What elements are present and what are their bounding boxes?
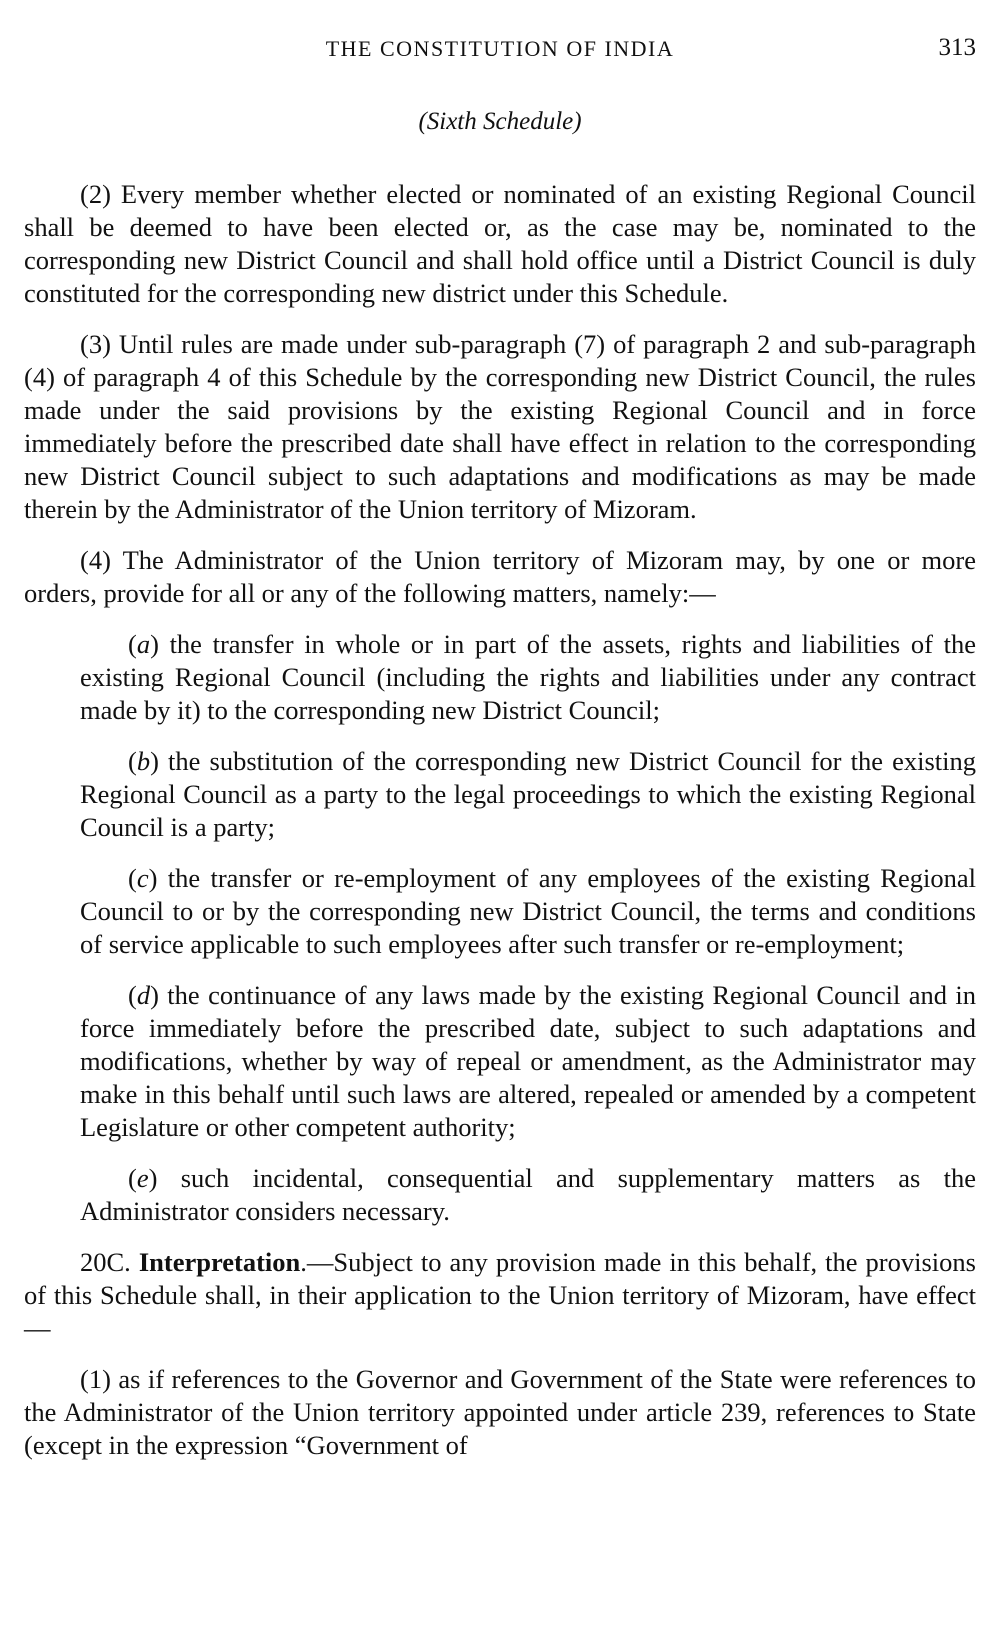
schedule-label: (Sixth Schedule) — [418, 108, 582, 135]
running-title: THE CONSTITUTION OF INDIA — [325, 36, 675, 61]
page-number: 313 — [938, 34, 976, 61]
clause-c: (c) the transfer or re-employment of any employees of the existing Regional Council to or by the corresponding new District Council, the terms and conditions of service applicable to such employees after such transfer or re-employment; — [80, 863, 976, 959]
clause-letter: b — [136, 746, 151, 776]
clause-text: the continuance of any laws made by the existing Regional Council and in force immediately before the prescribed date, subject to such adaptations and modifications, whether by way of repeal or amendment, as the Administrator may make in this behalf until such laws are altered, repealed or amended by a competent Legislature or other competent authority; — [80, 980, 976, 1142]
section-20c — [24, 1246, 976, 1345]
clause-text: such incidental, consequential and supplementary matters as the Administrator considers necessary. — [80, 1163, 976, 1226]
clause-text: the substitution of the corresponding new District Council for the existing Regional Council as a party to the legal proceedings to which the existing Regional Council is a party; — [80, 746, 976, 842]
clause-letter: e — [136, 1163, 149, 1193]
section-number: 20C. — [80, 1247, 139, 1277]
clause-d: (d) the continuance of any laws made by the existing Regional Council and in force immediately before the prescribed date, subject to such adaptations and modifications, whether by way of repeal or amendment, as the Administrator may make in this behalf until such laws are altered, repealed or amended by a competent Legislature or other competent authority; — [80, 980, 976, 1142]
clause-text: the transfer or re-employment of any employees of the existing Regional Council to or by the corresponding new District Council, the terms and conditions of service applicable to such employees after such transfer or re-employment; — [80, 863, 976, 959]
page-header — [24, 0, 976, 70]
paragraph-20c-1: (1) as if references to the Governor and Government of the State were references to the Administrator of the Union territory appointed under article 239, references to State (except in the expression “Government of — [24, 1364, 976, 1460]
clause-letter: a — [136, 629, 151, 659]
clause-text: the transfer in whole or in part of the assets, rights and liabilities of the existing Regional Council (including the rights and liabilities under any contract made by it) to the corresponding new District Council; — [80, 629, 976, 725]
clause-letter: d — [136, 980, 151, 1010]
clause-letter: c — [136, 863, 149, 893]
clause-a: (a) the transfer in whole or in part of the assets, rights and liabilities of the existing Regional Council (including the rights and liabilities under any contract made by it) to the corresponding new District Council; — [80, 629, 976, 725]
section-text: .—Subject to any provision made in this behalf, the provisions of this Schedule shall, in their application to the Union territory of Mizoram, have effect— — [24, 1247, 976, 1343]
paragraph-4: (4) The Administrator of the Union territory of Mizoram may, by one or more orders, provide for all or any of the following matters, namely:— — [24, 545, 976, 608]
paragraph-3: (3) Until rules are made under sub-paragraph (7) of paragraph 2 and sub-paragraph (4) of paragraph 4 of this Schedule by the corresponding new District Council, the rules made under the said provisions by the existing Regional Council and in force immediately before the prescribed date shall have effect in relation to the corresponding new District Council subject to such adaptations and modifications as may be made therein by the Administrator of the Union territory of Mizoram. — [24, 329, 976, 524]
clause-b: (b) the substitution of the corresponding new District Council for the existing Regional Council as a party to the legal proceedings to which the existing Regional Council is a party; — [80, 746, 976, 842]
paragraph-2: (2) Every member whether elected or nominated of an existing Regional Council shall be deemed to have been elected or, as the case may be, nominated to the corresponding new District Council and shall hold office until a District Council is duly constituted for the corresponding new district under this Schedule. — [24, 179, 976, 308]
clause-e: (e) such incidental, consequential and supplementary matters as the Administrator considers necessary. — [80, 1163, 976, 1226]
section-heading: Interpretation — [138, 1247, 301, 1277]
document-page — [24, 0, 976, 1480]
